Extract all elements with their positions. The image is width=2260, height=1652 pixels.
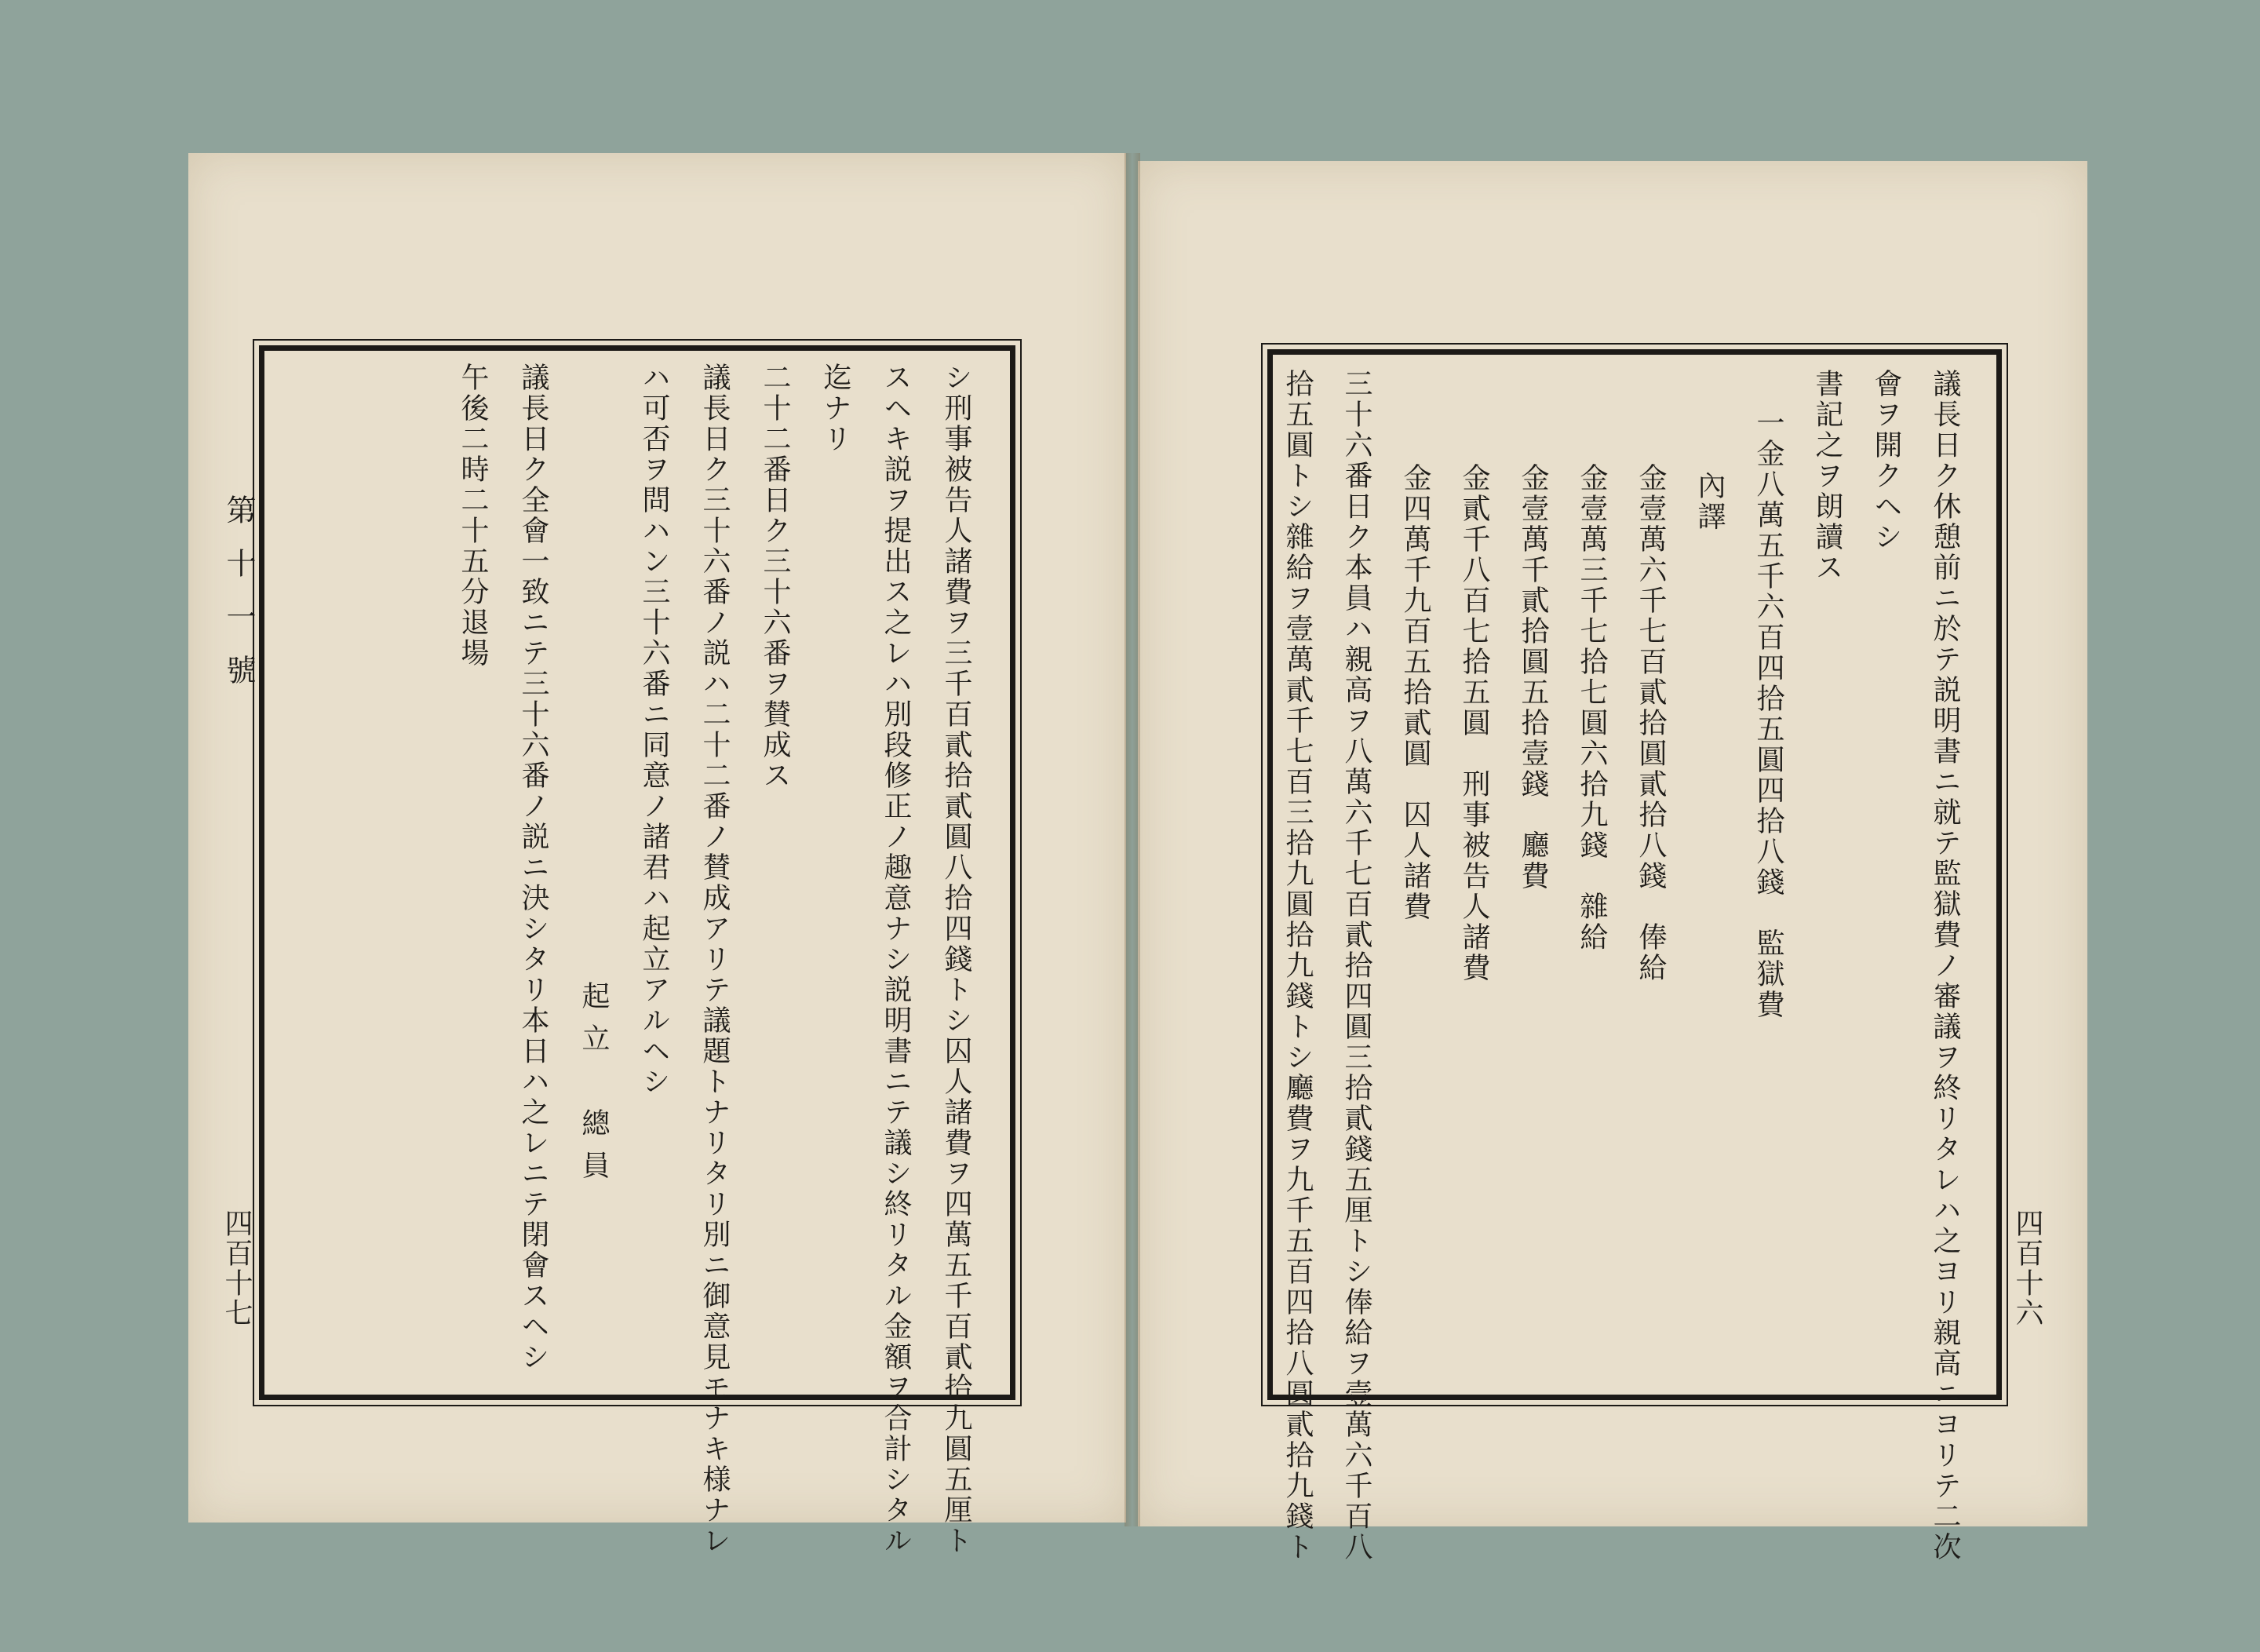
right-body-column: 金壹萬千貳拾圓五拾壹錢 廳費 xyxy=(1517,463,1549,892)
left-body-column: シ刑事被告人諸費ヲ三千百貳拾貳圓八拾四錢トシ囚人諸費ヲ四萬五千百貳拾九圓五厘ト xyxy=(940,363,972,1556)
left-body-column: 起立 總員 xyxy=(578,981,610,1193)
right-body-column: 書記之ヲ朗讀ス xyxy=(1811,369,1843,583)
right-body-column: 金壹萬六千七百貳拾圓貳拾八錢 俸給 xyxy=(1635,463,1667,983)
right-body-column: 內譯 xyxy=(1693,471,1726,532)
left-body-column: 迄ナリ xyxy=(819,363,851,454)
book-gutter xyxy=(1125,153,1140,1526)
right-body-column: 一金八萬五千六百四拾五圓四拾八錢 監獄費 xyxy=(1752,408,1784,1020)
left-body-column: ハ可否ヲ問ハン三十六番ニ同意ノ諸君ハ起立アルヘシ xyxy=(638,363,670,1097)
left-body-column: 午後二時二十五分退場 xyxy=(457,363,489,669)
right-body-column: 金貳千八百七拾五圓 刑事被告人諸費 xyxy=(1458,463,1490,983)
right-body-column: 金壹萬三千七拾七圓六拾九錢 雜給 xyxy=(1576,463,1608,953)
issue-label: 第十一號 xyxy=(221,494,256,708)
right-page-number: 四百十六 xyxy=(2011,1209,2043,1328)
right-body-column: 金四萬千九百五拾貳圓 囚人諸費 xyxy=(1399,463,1431,922)
left-body-column: スヘキ説ヲ提出ス之レハ別段修正ノ趣意ナシ説明書ニテ議シ終リタル金額ヲ合計シタル xyxy=(880,363,912,1556)
right-body-column: 拾五圓トシ雜給ヲ壹萬貳千七百三拾九圓拾九錢トシ廳費ヲ九千五百四拾八圓貳拾九錢ト xyxy=(1281,369,1314,1563)
left-body-column: 二十二番日ク三十六番ヲ賛成ス xyxy=(759,363,791,791)
right-body-column: 三十六番日ク本員ハ親高ヲ八萬六千七百貳拾四圓三拾貳錢五厘トシ俸給ヲ壹萬六千百八 xyxy=(1340,369,1372,1563)
left-body-column: 議長日ク三十六番ノ説ハ二十二番ノ賛成アリテ議題トナリタリ別ニ御意見モナキ様ナレ xyxy=(698,363,731,1556)
right-body-column: 議長日ク休憩前ニ於テ説明書ニ就テ監獄費ノ審議ヲ終リタレハ之ヨリ親高ニヨリテ二次 xyxy=(1929,369,1961,1563)
right-body-column: 會ヲ開クヘシ xyxy=(1870,369,1902,552)
left-page-number: 四百十七 xyxy=(221,1209,253,1328)
left-body-column: 議長日ク全會一致ニテ三十六番ノ説ニ決シタリ本日ハ之レニテ閉會スヘシ xyxy=(517,363,549,1373)
